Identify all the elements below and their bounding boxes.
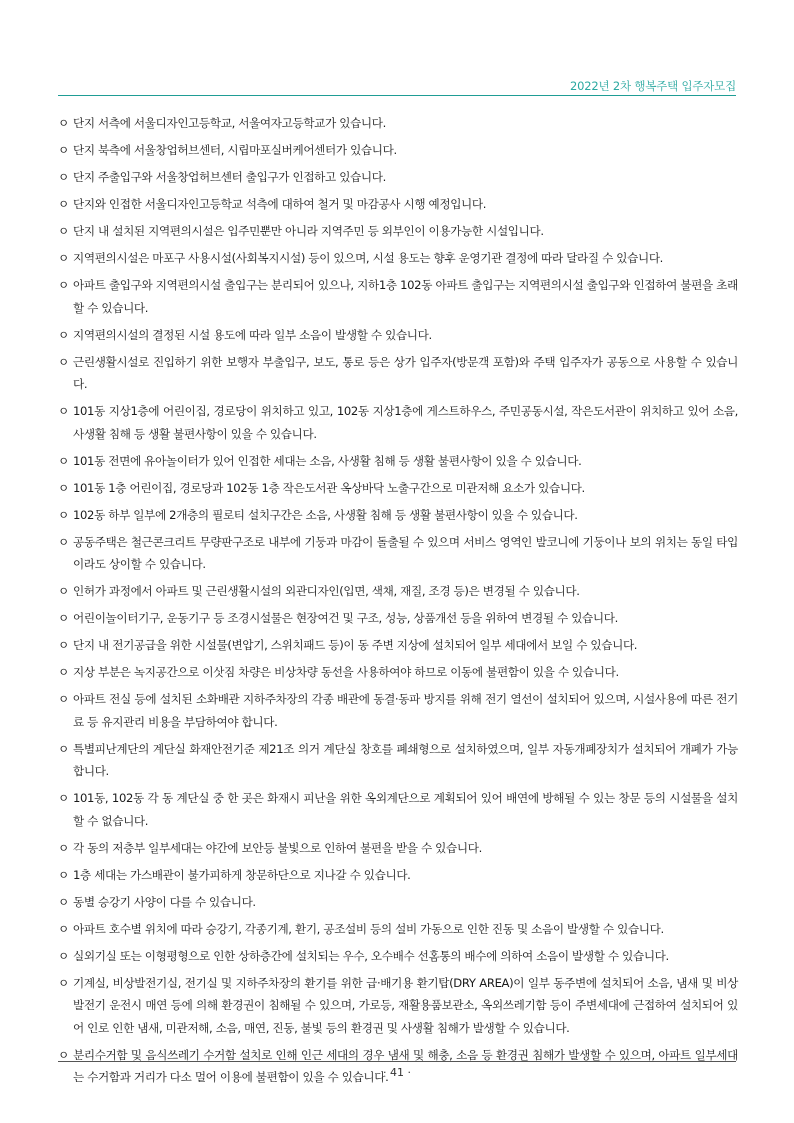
list-item-text: 101동, 102동 각 동 계단실 중 한 곳은 화재시 피난을 위한 옥외계단으로 계획되어 있어 배연에 방해될 수 있는 창문 등의 시설물을 설치할 수 없습니다. <box>73 791 738 828</box>
list-item <box>58 400 738 445</box>
list-item <box>58 918 738 941</box>
list-item-text: 지역편의시설은 마포구 사용시설(사회복지시설) 등이 있으며, 시설 용도는 향후 운영기관 결정에 따라 달라질 수 있습니다. <box>73 251 664 265</box>
bullet-icon: ㅇ <box>58 1047 69 1062</box>
list-item-text: 동별 승강기 사양이 다를 수 있습니다. <box>73 894 256 909</box>
bullet-icon: ㅇ <box>58 894 69 909</box>
list-item <box>58 477 738 500</box>
list-item-text: 인허가 과정에서 아파트 및 근린생활시설의 외관디자인(입면, 색채, 재질, 조경 등)은 변경될 수 있습니다. <box>73 584 580 598</box>
list-item <box>58 738 738 783</box>
list-item <box>58 945 738 968</box>
list-item <box>58 193 738 216</box>
bullet-icon: ㅇ <box>58 354 69 369</box>
list-item <box>58 112 738 135</box>
list-item <box>58 891 738 914</box>
list-item-text: 아파트 호수별 위치에 따라 승강기, 각종기계, 환기, 공조설비 등의 설비 가동으로 인한 진동 및 소음이 발생할 수 있습니다. <box>73 921 664 936</box>
list-item-text: 분리수거함 및 음식쓰레기 수거함 설치로 인해 인근 세대의 경우 냄새 및 해충, 소음 등 환경권 침해가 발생할 수 있으며, 아파트 일부세대는 수거함과 거리가 다소 멀어 이용에 불편함이 있을 수 있습니다. <box>73 1047 738 1084</box>
list-item <box>58 324 738 347</box>
bullet-icon: ㅇ <box>58 224 69 238</box>
bullet-icon: ㅇ <box>58 170 69 184</box>
bullet-icon: ㅇ <box>58 741 69 756</box>
list-item-text: 101동 전면에 유아놀이터가 있어 인접한 세대는 소음, 사생활 침해 등 생활 불편사항이 있을 수 있습니다. <box>73 453 582 468</box>
footer-divider <box>58 1061 736 1062</box>
bullet-icon: ㅇ <box>58 611 69 625</box>
list-item-text: 1층 세대는 가스배관이 불가피하게 창문하단으로 지나갈 수 있습니다. <box>73 867 411 882</box>
bullet-icon: ㅇ <box>58 534 69 549</box>
list-item-text: 단지 서측에 서울디자인고등학교, 서울여자고등학교가 있습니다. <box>73 116 386 130</box>
list-item <box>58 787 738 832</box>
list-item <box>58 139 738 162</box>
list-item-text: 지역편의시설의 결정된 시설 용도에 따라 일부 소음이 발생할 수 있습니다. <box>73 327 432 342</box>
bullet-icon: ㅇ <box>58 404 69 418</box>
bullet-icon: ㅇ <box>58 327 69 342</box>
notice-list <box>58 112 738 1093</box>
bullet-icon: ㅇ <box>58 665 69 679</box>
list-item <box>58 837 738 860</box>
list-item <box>58 607 738 630</box>
list-item <box>58 274 738 319</box>
bullet-icon: ㅇ <box>58 921 69 936</box>
list-item-text: 근린생활시설로 진입하기 위한 보행자 부출입구, 보도, 통로 등은 상가 입주자(방문객 포함)와 주택 입주자가 공동으로 사용할 수 있습니다. <box>73 354 738 391</box>
bullet-icon: ㅇ <box>58 840 69 855</box>
list-item <box>58 688 738 733</box>
list-item-text: 실외기실 또는 이형평형으로 인한 상하층간에 설치되는 우수, 오수배수 선홈통의 배수에 의하여 소음이 발생할 수 있습니다. <box>73 948 669 963</box>
list-item-text: 단지 북측에 서울창업허브센터, 시립마포실버케어센터가 있습니다. <box>73 143 397 157</box>
list-item-text: 지상 부분은 녹지공간으로 이삿짐 차량은 비상차량 동선을 사용하여야 하므로 이동에 불편함이 있을 수 있습니다. <box>73 665 619 679</box>
bullet-icon: ㅇ <box>58 692 69 706</box>
page-number: · 41 · <box>383 1066 411 1079</box>
bullet-icon: ㅇ <box>58 143 69 157</box>
list-item-text: 102동 하부 일부에 2개층의 필로티 설치구간은 소음, 사생활 침해 등 생활 불편사항이 있을 수 있습니다. <box>73 507 578 522</box>
bullet-icon: ㅇ <box>58 948 69 963</box>
bullet-icon: ㅇ <box>58 116 69 130</box>
bullet-icon: ㅇ <box>58 251 69 265</box>
list-item <box>58 531 738 576</box>
header-divider <box>58 95 736 96</box>
list-item <box>58 661 738 684</box>
list-item <box>58 351 738 396</box>
list-item-text: 아파트 전실 등에 설치된 소화배관 지하주차장의 각종 배관에 동결·동파 방지를 위해 전기 열선이 설치되어 있으며, 시설사용에 따른 전기료 등 유지관리 비용을 부담하여야 합니다. <box>73 692 738 729</box>
list-item <box>58 634 738 657</box>
header-title: 2022년 2차 행복주택 입주자모집 <box>570 79 736 93</box>
bullet-icon: ㅇ <box>58 867 69 882</box>
list-item-text: 어린이놀이터기구, 운동기구 등 조경시설물은 현장여건 및 구조, 성능, 상품개선 등을 위하여 변경될 수 있습니다. <box>73 611 618 625</box>
list-item-text: 단지 내 전기공급을 위한 시설물(변압기, 스위치패드 등)이 동 주변 지상에 설치되어 일부 세대에서 보일 수 있습니다. <box>73 638 638 652</box>
bullet-icon: ㅇ <box>58 453 69 468</box>
bullet-icon: ㅇ <box>58 278 69 292</box>
list-item-text: 기계실, 비상발전기실, 전기실 및 지하주차장의 환기를 위한 급·배기용 환기탑(DRY AREA)이 일부 동주변에 설치되어 소음, 냄새 및 비상발전기 운전시 매연 등에 의해 환경권이 침해될 수 있으며, 가로등, 재활용품보관소, 옥외쓰레기함 등이 주변세대에 근접하여 설치되어 있어 인로 인한 냄새, 미관저해, 소음, 매연, 진동, 불빛 등의 환경권 및 사생활 침해가 발생할 수 있습니다. <box>73 975 738 1035</box>
list-item-text: 아파트 출입구와 지역편의시설 출입구는 분리되어 있으나, 지하1층 102동 아파트 출입구는 지역편의시설 출입구와 인접하여 불편을 초래할 수 있습니다. <box>73 278 738 315</box>
list-item <box>58 504 738 527</box>
bullet-icon: ㅇ <box>58 584 69 598</box>
list-item-text: 101동 1층 어린이집, 경로당과 102동 1층 작은도서관 옥상바닥 노출구간으로 미관저해 요소가 있습니다. <box>73 480 585 495</box>
list-item <box>58 247 738 270</box>
list-item <box>58 450 738 473</box>
bullet-icon: ㅇ <box>58 507 69 522</box>
list-item <box>58 972 738 1040</box>
bullet-icon: ㅇ <box>58 197 69 211</box>
list-item-text: 단지 주출입구와 서울창업허브센터 출입구가 인접하고 있습니다. <box>73 170 386 184</box>
list-item <box>58 864 738 887</box>
bullet-icon: ㅇ <box>58 975 69 990</box>
bullet-icon: ㅇ <box>58 638 69 652</box>
list-item-text: 단지와 인접한 서울디자인고등학교 석측에 대하여 철거 및 마감공사 시행 예정입니다. <box>73 197 487 211</box>
list-item-text: 공동주택은 철근콘크리트 무량판구조로 내부에 기둥과 마감이 돌출될 수 있으며 서비스 영역인 발코니에 기둥이나 보의 위치는 동일 타입이라도 상이할 수 있습니다. <box>73 534 738 571</box>
list-item <box>58 580 738 603</box>
list-item <box>58 220 738 243</box>
bullet-icon: ㅇ <box>58 480 69 495</box>
list-item-text: 101동 지상1층에 어린이집, 경로당이 위치하고 있고, 102동 지상1층에 게스트하우스, 주민공동시설, 작은도서관이 위치하고 있어 소음, 사생활 침해 등 생활 불편사항이 있을 수 있습니다. <box>73 404 738 441</box>
list-item <box>58 166 738 189</box>
list-item-text: 각 동의 저층부 일부세대는 야간에 보안등 불빛으로 인하여 불편을 받을 수 있습니다. <box>73 840 482 855</box>
list-item-text: 특별피난계단의 계단실 화재안전기준 제21조 의거 계단실 창호를 폐쇄형으로 설치하였으며, 일부 자동개폐장치가 설치되어 개폐가 가능합니다. <box>73 741 738 778</box>
bullet-icon: ㅇ <box>58 791 69 805</box>
list-item-text: 단지 내 설치된 지역편의시설은 입주민뿐만 아니라 지역주민 등 외부인이 이용가능한 시설입니다. <box>73 224 544 238</box>
